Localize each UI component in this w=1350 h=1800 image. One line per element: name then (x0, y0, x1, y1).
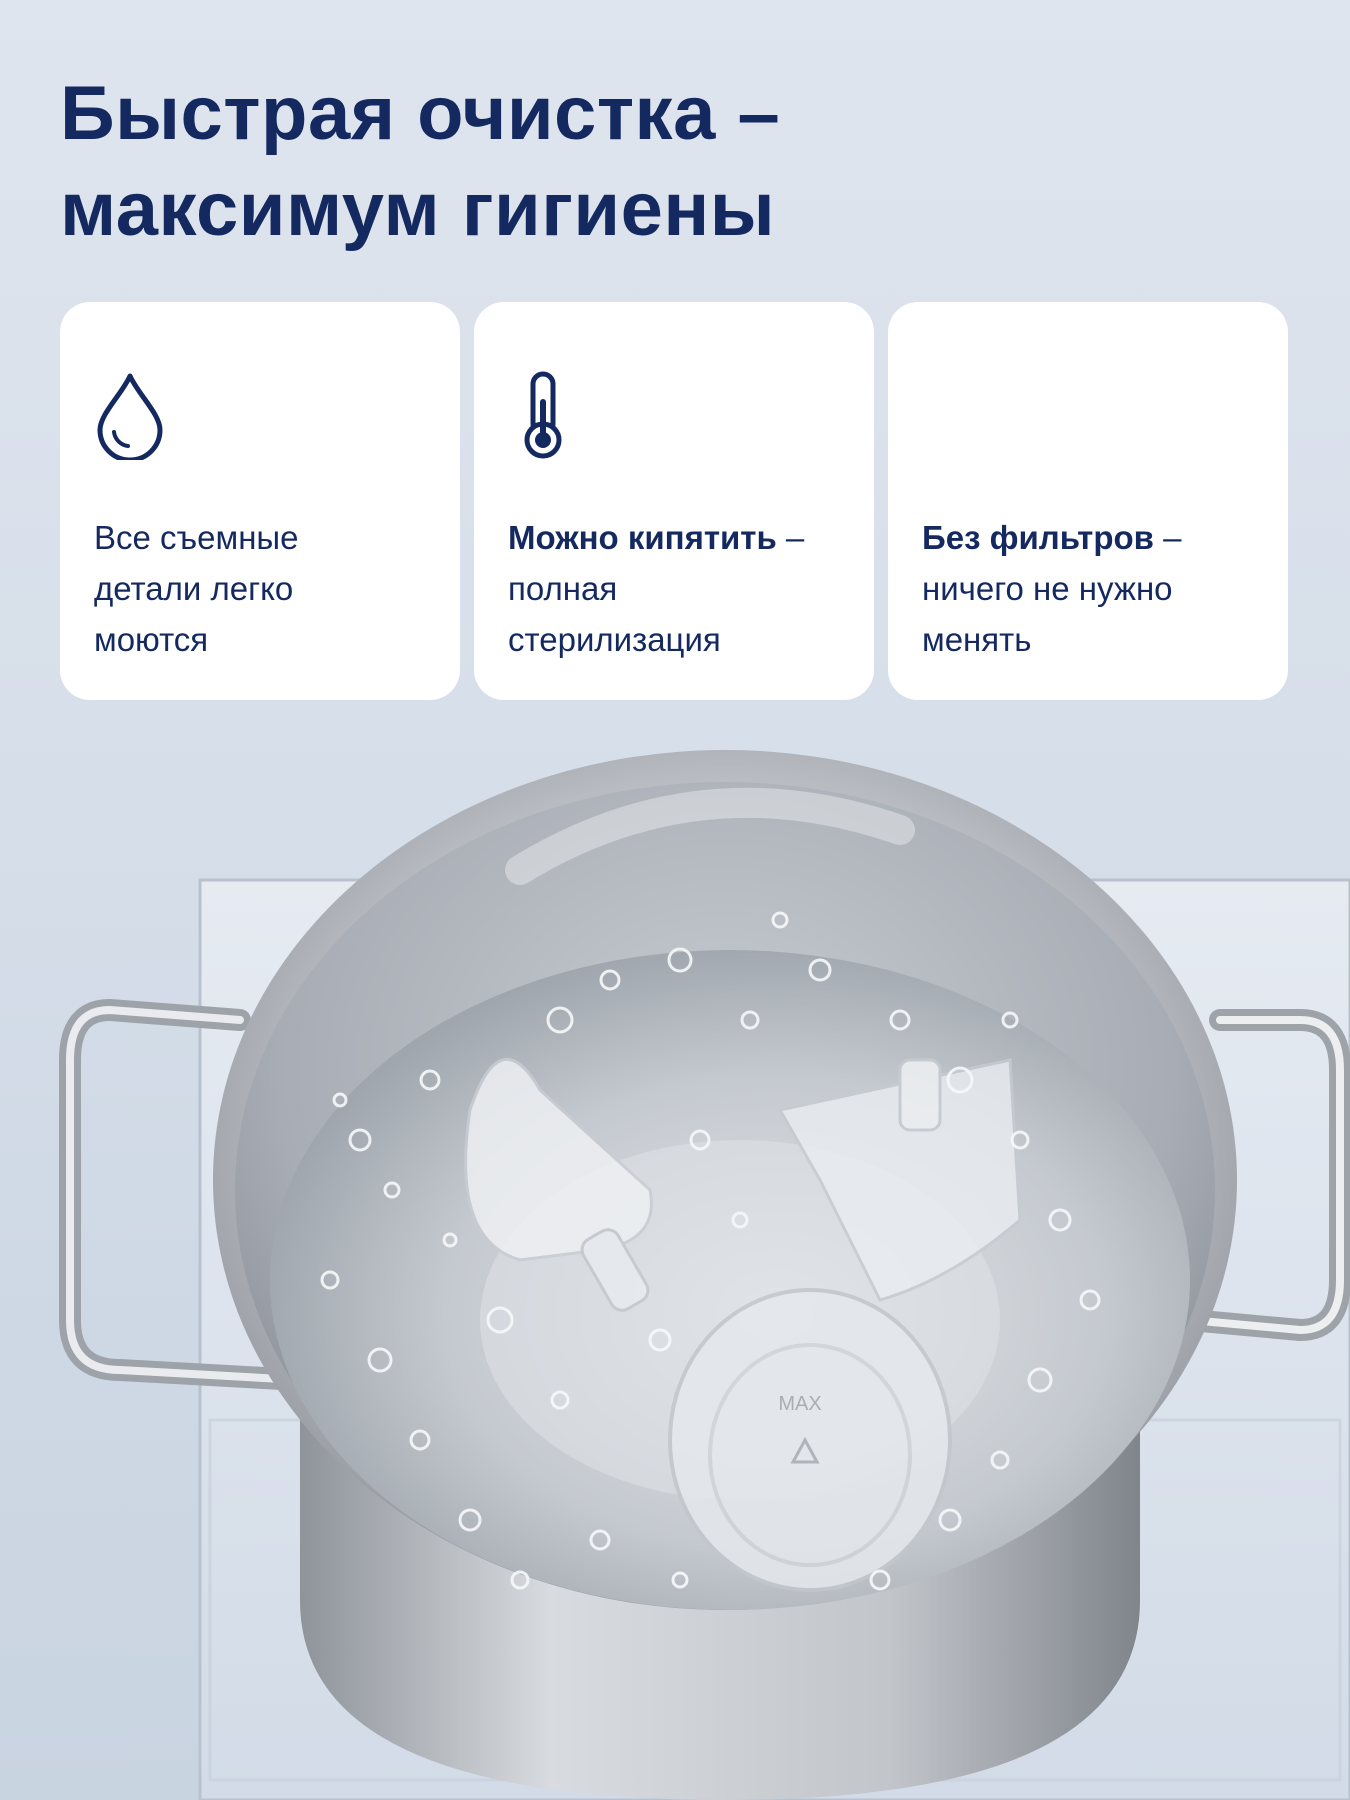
feature-text (508, 512, 858, 665)
thermometer-icon (504, 370, 584, 460)
boiling-pot-photo (0, 720, 1350, 1800)
title-line-2: максимум гигиены (60, 167, 776, 252)
feature-text-line3: стерилизация (508, 621, 721, 658)
feature-card-no-filters (888, 302, 1288, 700)
feature-text (94, 512, 444, 665)
bottle-max-label: MAX (778, 1393, 822, 1415)
feature-card-washable (60, 302, 460, 700)
feature-text (922, 512, 1272, 665)
feature-text-bold: Без фильтров (922, 519, 1154, 556)
feature-text-line3: менять (922, 621, 1032, 658)
feature-text-line1: – (776, 519, 805, 556)
feature-text-line1: Все съемные (94, 519, 299, 556)
feature-card-boilable (474, 302, 874, 700)
feature-text-line1: – (1153, 519, 1182, 556)
feature-text-line3: моются (94, 621, 209, 658)
feature-text-bold: Можно кипятить (508, 519, 777, 556)
page-title (60, 66, 1260, 258)
feature-text-line2: ничего не нужно (922, 570, 1173, 607)
water-drop-icon (90, 370, 170, 460)
feature-cards (60, 302, 1288, 700)
feature-text-line2: полная (508, 570, 618, 607)
feature-text-line2: детали легко (94, 570, 294, 607)
title-line-1: Быстрая очистка – (60, 71, 781, 156)
bottle-part (670, 1290, 950, 1590)
